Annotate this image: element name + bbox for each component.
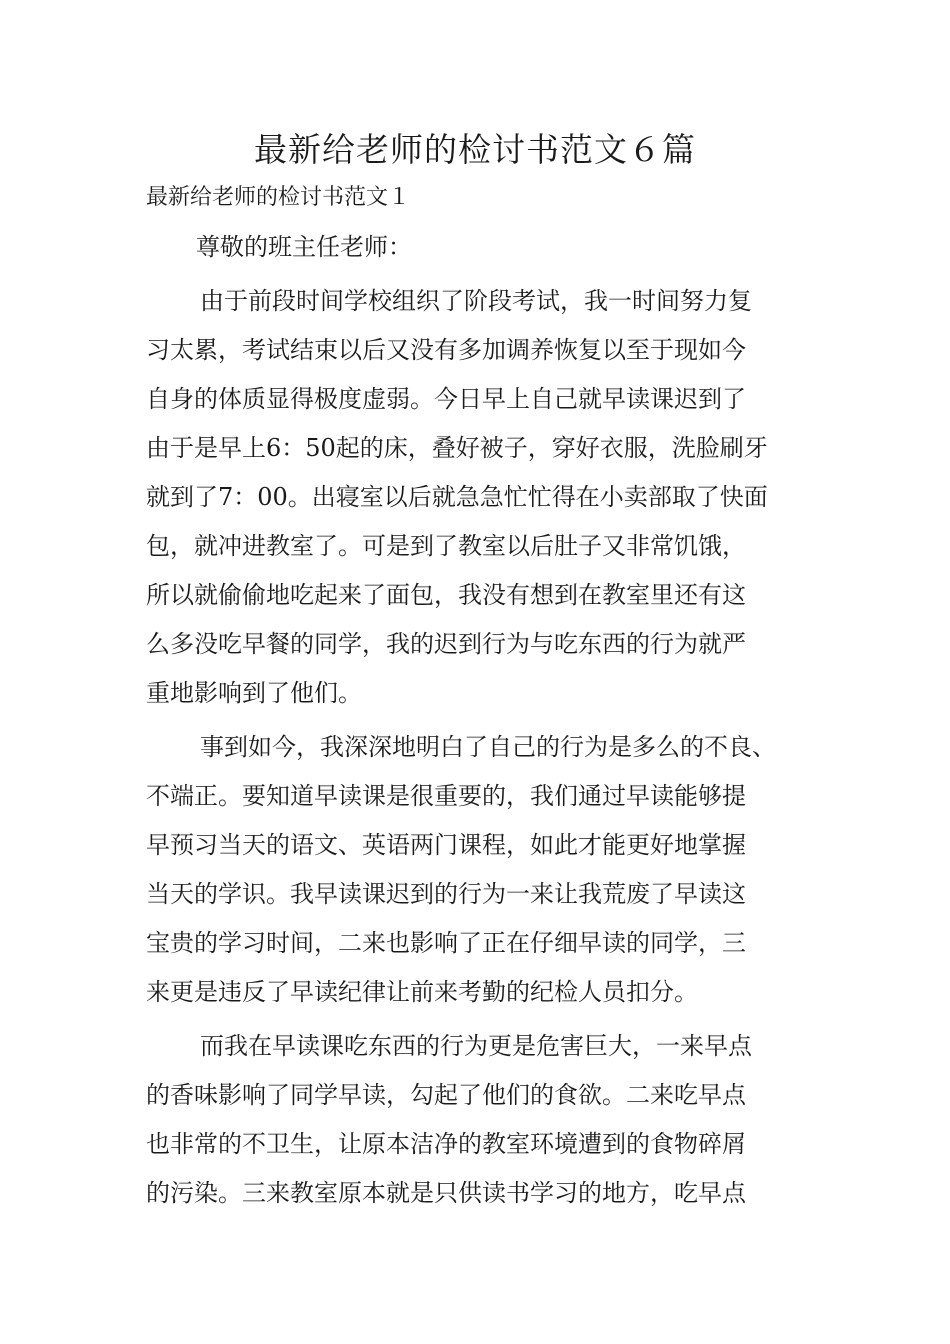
paragraph-line: 的污染。三来教室原本就是只供读书学习的地方，吃早点 — [146, 1179, 746, 1207]
paragraph-line: 事到如今，我深深地明白了自己的行为是多么的不良、 — [200, 733, 776, 761]
paragraph-line: 自身的体质显得极度虚弱。今日早上自己就早读课迟到了 — [146, 385, 746, 413]
paragraph-line: 来更是违反了早读纪律让前来考勤的纪检人员扣分。 — [146, 978, 698, 1006]
paragraph-line: 么多没吃早餐的同学，我的迟到行为与吃东西的行为就严 — [146, 630, 746, 658]
paragraph-line: 包，就冲进教室了。可是到了教室以后肚子又非常饥饿， — [146, 532, 746, 560]
section-heading: 最新给老师的检讨书范文１ — [146, 185, 411, 210]
paragraph-line: 由于是早上6：50起的床，叠好被子，穿好衣服，洗脸刷牙 — [146, 434, 768, 462]
paragraph-line: 就到了7：00。出寝室以后就急急忙忙得在小卖部取了快面 — [146, 483, 768, 511]
paragraph-line: 早预习当天的语文、英语两门课程，如此才能更好地掌握 — [146, 831, 746, 859]
paragraph-line: 当天的学识。我早读课迟到的行为一来让我荒废了早读这 — [146, 880, 746, 908]
paragraph-line: 不端正。要知道早读课是很重要的，我们通过早读能够提 — [146, 782, 746, 810]
document-title: 最新给老师的检讨书范文６篇 — [254, 130, 696, 169]
paragraph-line: 的香味影响了同学早读，勾起了他们的食欲。二来吃早点 — [146, 1081, 746, 1109]
salutation: 尊敬的班主任老师： — [196, 233, 412, 261]
paragraph-line: 习太累，考试结束以后又没有多加调养恢复以至于现如今 — [146, 336, 746, 364]
paragraph-line: 也非常的不卫生，让原本洁净的教室环境遭到的食物碎屑 — [146, 1130, 746, 1158]
paragraph-line: 而我在早读课吃东西的行为更是危害巨大，一来早点 — [200, 1032, 752, 1060]
paragraph-line: 宝贵的学习时间，二来也影响了正在仔细早读的同学，三 — [146, 929, 746, 957]
paragraph-line: 所以就偷偷地吃起来了面包，我没有想到在教室里还有这 — [146, 581, 746, 609]
paragraph-line: 重地影响到了他们。 — [146, 679, 362, 707]
paragraph-line: 由于前段时间学校组织了阶段考试，我一时间努力复 — [200, 287, 752, 315]
